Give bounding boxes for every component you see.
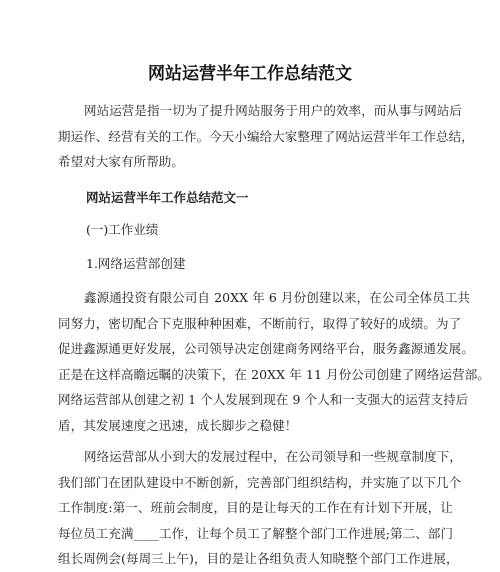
paragraph-line: 鑫源通投资有限公司自 20XX 年 6 月份创建以来，在公司全体员工共 <box>84 290 471 305</box>
paragraph-line: 每位员工充满____工作，让每个员工了解整个部门工作进展;第二、部门 <box>58 525 454 541</box>
paragraph-line: 网络运营部从小到大的发展过程中，在公司领导和一些规章制度下， <box>84 449 463 464</box>
intro-line: 希望对大家有所帮助。 <box>58 154 185 169</box>
paragraph-team-building <box>58 444 463 572</box>
intro-paragraph <box>58 98 474 175</box>
paragraph-line: 同努力，密切配合下克服种种困难，不断前行，取得了较好的成绩。为了 <box>58 315 462 331</box>
paragraph-line: 工作制度:第一、班前会制度，目的是让每天的工作在有计划下开展，让 <box>58 500 453 515</box>
paragraph-line: 盾，其发展速度之迅速，成长脚步之稳健！ <box>58 417 298 433</box>
section-title: 网站运营半年工作总结范文一 <box>86 190 249 205</box>
paragraph-line: 网络运营部从创建之初 1 个人发展到现在 9 个人和一支强大的运营支持后 <box>58 392 469 407</box>
document-title: 网站运营半年工作总结范文 <box>148 64 352 84</box>
subsection-heading: (一)工作业绩 <box>86 222 159 237</box>
paragraph-founding <box>58 285 490 438</box>
intro-line: 网站运营是指一切为了提升网站服务于用户的效率，而从事与网站后 <box>84 103 463 118</box>
item-heading: 1.网络运营部创建 <box>86 256 186 271</box>
paragraph-line: 组长周例会(每周三上午)，目的是让各组负责人知晓整个部门工作进展， <box>58 551 459 566</box>
paragraph-line: 促进鑫源通更好发展，公司领导决定创建商务网络平台，服务鑫源通发展。 <box>58 341 474 356</box>
paragraph-line: 正是在这样高瞻远瞩的决策下，在 20XX 年 11 月份公司创建了网络运营部。 <box>58 366 490 382</box>
paragraph-line: 我们部门在团队建设中不断创新，完善部门组织结构，并实施了以下几个 <box>58 474 462 490</box>
intro-line: 期运作、经营有关的工作。今天小编给大家整理了网站运营半年工作总结， <box>58 128 474 144</box>
